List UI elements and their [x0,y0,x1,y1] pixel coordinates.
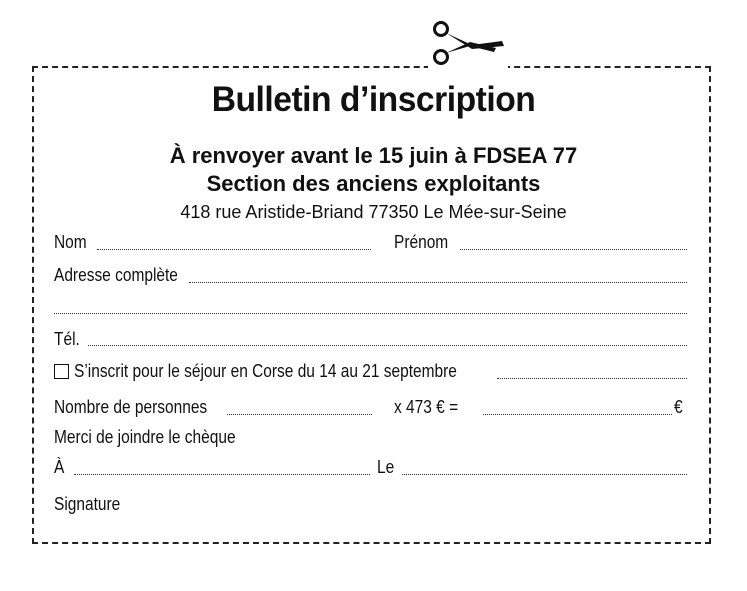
scissors-icon [428,18,508,68]
personnes-label: Nombre de personnes [54,397,208,417]
postal-address: 418 rue Aristide-Briand 77350 Le Mée-sur-Seine [180,202,567,222]
sejour-checkbox[interactable] [54,364,69,379]
section-name: Section des anciens exploitants [206,171,541,196]
personnes-field[interactable] [227,414,372,415]
nom-label: Nom [54,232,87,252]
tel-field[interactable] [88,345,687,346]
return-deadline: À renvoyer avant le 15 juin à FDSEA 77 [169,143,578,168]
sejour-label: S’inscrit pour le séjour en Corse du 14 au 21 septembre [74,361,457,381]
lieu-field[interactable] [74,474,370,475]
euro-sign: € [674,397,683,417]
cheque-note: Merci de joindre le chèque [54,427,236,447]
prenom-field[interactable] [460,249,687,250]
sejour-field[interactable] [497,378,687,379]
date-field[interactable] [402,474,687,475]
signature-label: Signature [54,494,121,514]
adresse-label: Adresse complète [54,265,178,285]
nom-field[interactable] [97,249,371,250]
total-field[interactable] [483,414,672,415]
adresse-field[interactable] [189,282,687,283]
form-title: Bulletin d’inscription [211,80,536,119]
date-label: Le [377,457,395,477]
price-label: x 473 € = [394,397,459,417]
coupon-cut-border [32,66,711,544]
adresse-field-line2[interactable] [54,313,687,314]
tel-label: Tél. [54,329,80,349]
prenom-label: Prénom [394,232,449,252]
lieu-label: À [54,457,65,477]
